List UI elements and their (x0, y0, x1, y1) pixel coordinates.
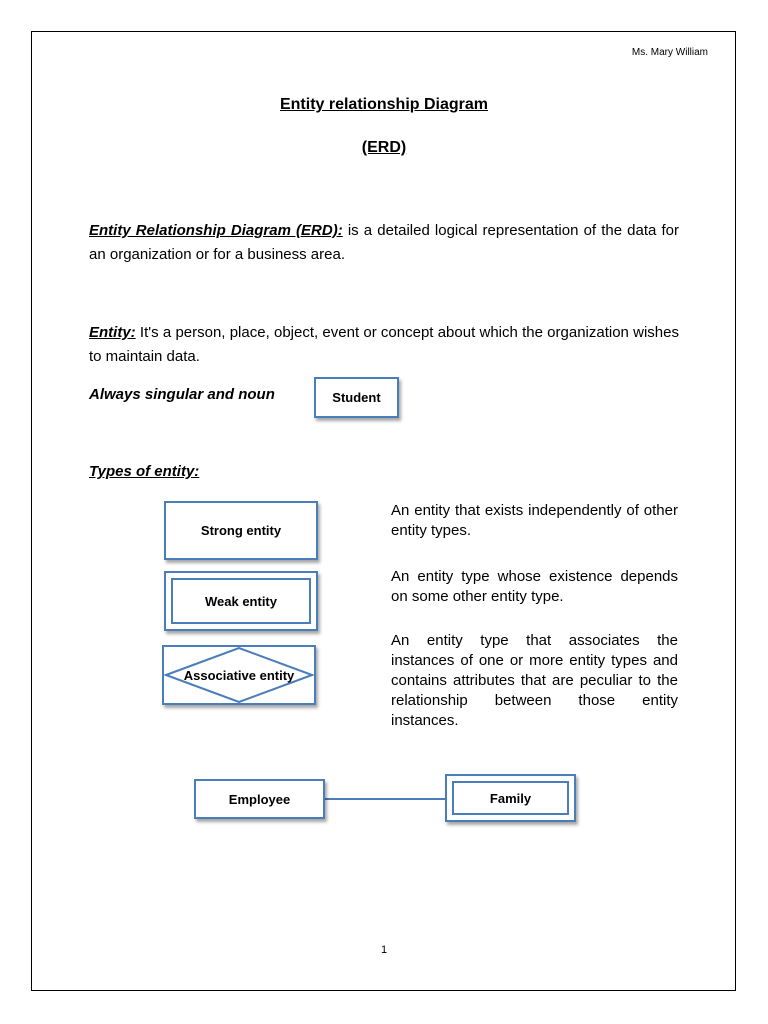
weak-entity-outer-box (164, 571, 318, 631)
employee-label: Employee (228, 791, 291, 807)
page-subtitle: (ERD) (361, 139, 407, 156)
strong-entity-description: An entity that exists independently of other entity types. (391, 502, 678, 539)
page-number: 1 (380, 944, 388, 956)
erd-definition-text: is a detailed logical representation of the data for an organization or for a business area. (89, 222, 679, 263)
types-heading: Types of entity: (89, 463, 200, 480)
entity-definition (89, 321, 679, 369)
weak-entity-label: Weak entity (204, 593, 277, 609)
erd-definition (89, 219, 679, 267)
weak-entity-inner-box (171, 578, 311, 624)
employee-entity-box (194, 779, 325, 819)
weak-entity-description: An entity type whose existence depends on some other entity type. (391, 568, 678, 605)
erd-term: Entity Relationship Diagram (ERD): (89, 222, 343, 239)
entity-term: Entity: (89, 324, 136, 341)
page-title: Entity relationship Diagram (279, 96, 489, 113)
student-label: Student (332, 390, 381, 405)
family-inner-box (452, 781, 569, 815)
associative-entity-description: An entity type that associates the instances of one or more entity types and contains attributes that are peculiar to the relationship between those entity instances. (391, 632, 678, 729)
author-header: Ms. Mary William (631, 47, 708, 58)
entity-definition-text: It's a person, place, object, event or concept about which the organization wishes to maintain data. (89, 324, 679, 365)
singular-note: Always singular and noun (89, 386, 275, 403)
student-entity-box (314, 377, 399, 418)
strong-entity-box (164, 501, 318, 560)
associative-entity-label: Associative entity (183, 667, 295, 683)
strong-entity-label: Strong entity (200, 523, 282, 538)
relationship-line (324, 798, 448, 800)
family-outer-box (445, 774, 576, 822)
family-label: Family (489, 790, 532, 806)
associative-entity-box (162, 645, 316, 705)
